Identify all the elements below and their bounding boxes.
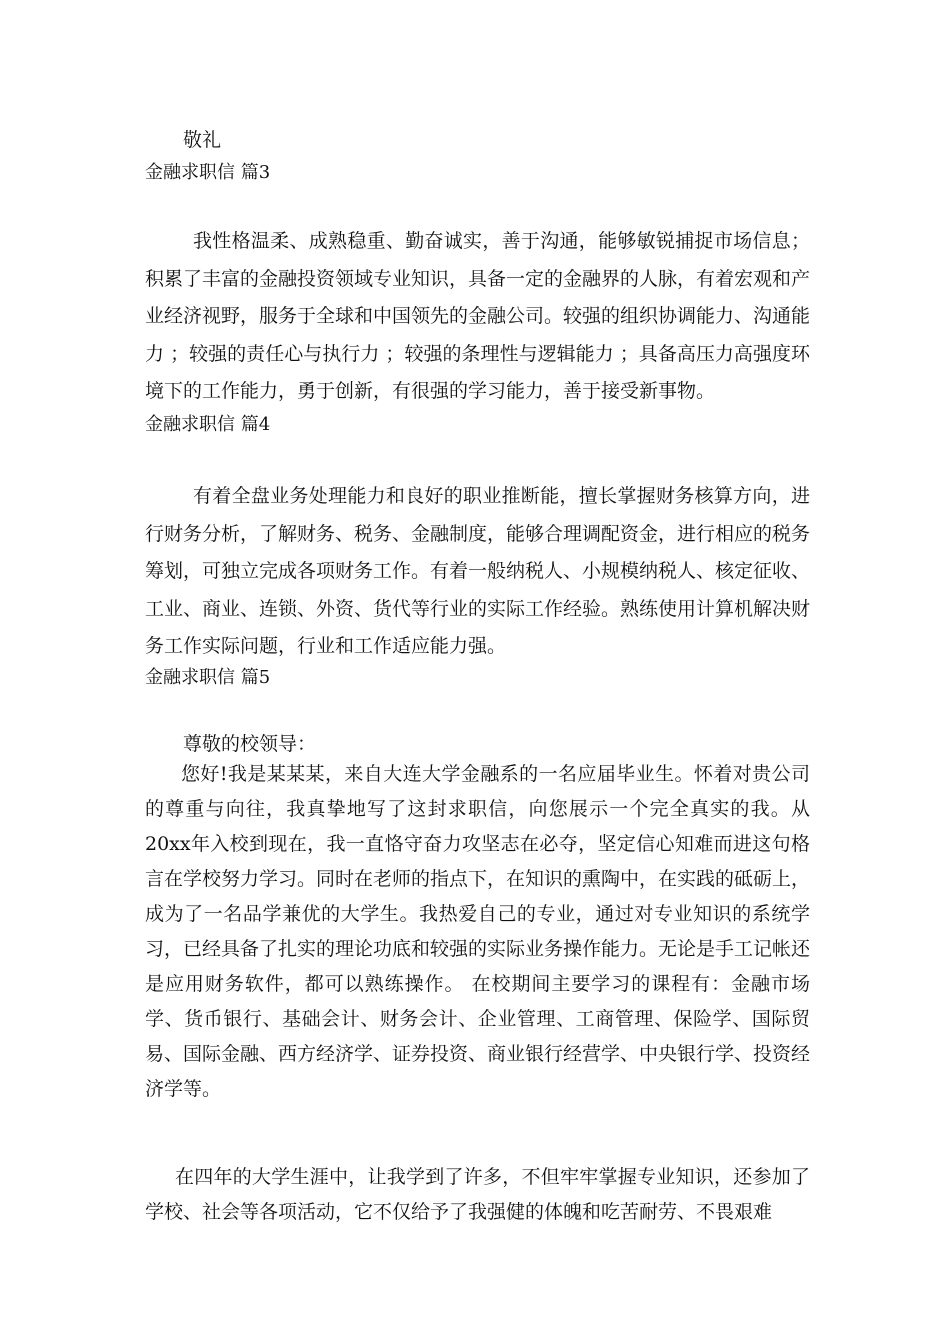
section-heading-3: 金融求职信 篇3 — [145, 162, 271, 183]
closing-text: 敬礼 — [183, 129, 222, 151]
section-5-paragraph-2: 在四年的大学生涯中，让我学到了许多，不但牢牢掌握专业知识，还参加了学校、社会等各项活动，它不仅给予了我强健的体魄和吃苦耐劳、不畏艰难 — [145, 1166, 810, 1223]
section-heading-4: 金融求职信 篇4 — [145, 414, 271, 435]
section-heading-5: 金融求职信 篇5 — [145, 667, 271, 688]
section-4-paragraph: 有着全盘业务处理能力和良好的职业推断能，擅长掌握财务核算方向，进行财务分析，了解财务、税务、金融制度，能够合理调配资金，进行相应的税务筹划，可独立完成各项财务工作。有着一般纳税人、小规模纳税人、核定征收、工业、商业、连锁、外资、货代等行业的实际工作经验。熟练使用计算机解决财务工作实际问题，行业和工作适应能力强。 — [145, 485, 811, 657]
section-5-paragraph-1: 您好!我是某某某，来自大连大学金融系的一名应届毕业生。怀着对贵公司的尊重与向往，我真挚地写了这封求职信，向您展示一个完全真实的我。从20xx年入校到现在，我一直恪守奋力攻坚志在必夺，坚定信心知难而进这句格言在学校努力学习。同时在老师的指点下，在知识的熏陶中，在实践的砥砺上，成为了一名品学兼优的大学生。我热爱自己的专业，通过对专业知识的系统学习，已经具备了扎实的理论功底和较强的实际业务操作能力。无论是手工记帐还是应用财务软件，都可以熟练操作。 在校期间主要学习的课程有：金融市场学、货币银行、基础会计、财务会计、企业管理、工商管理、保险学、国际贸易、国际金融、西方经济学、证券投资、商业银行经营学、中央银行学、投资经济学等。 — [145, 763, 811, 1100]
section-3-paragraph: 我性格温柔、成熟稳重、勤奋诚实，善于沟通，能够敏锐捕捉市场信息；积累了丰富的金融投资领域专业知识，具备一定的金融界的人脉，有着宏观和产业经济视野，服务于全球和中国领先的金融公司。较强的组织协调能力、沟通能力 ；较强的责任心与执行力 ；较强的条理性与逻辑能力 ；具备高压力高强度环境下的工作能力，勇于创新，有很强的学习能力，善于接受新事物。 — [145, 230, 811, 402]
salutation: 尊敬的校领导： — [183, 733, 317, 755]
